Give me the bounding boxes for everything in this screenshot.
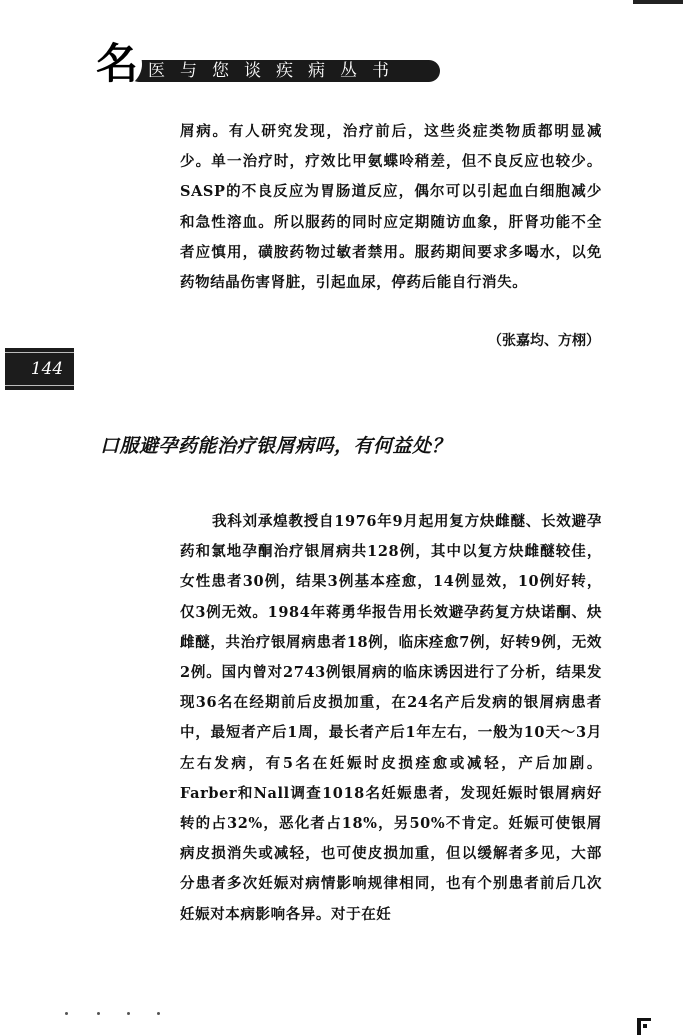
scan-dots [65, 1012, 165, 1020]
corner-mark-icon [637, 1018, 653, 1035]
top-edge-rule [633, 0, 683, 4]
question-heading: 口服避孕药能治疗银屑病吗，有何益处？ [100, 435, 452, 457]
previous-section-paragraph: 屑病。有人研究发现，治疗前后，这些炎症类物质都明显减少。单一治疗时，疗效比甲氨蝶呤稍差，但不良反应也较少。SASP的不良反应为胃肠道反应，偶尔可以引起血白细胞减少和急性溶血。所以服药的同时应定期随访血象，肝肾功能不全者应慎用，磺胺药物过敏者禁用。服药期间要求多喝水，以免药物结晶伤害肾脏，引起血尿，停药后能自行消失。 [180, 123, 602, 292]
page-number-tab [5, 348, 74, 390]
series-title: 医与您谈疾病丛书 [148, 61, 404, 81]
series-banner [92, 38, 444, 90]
author-credit: （张嘉均、方栩） [488, 333, 600, 349]
page-number: 144 [30, 359, 64, 379]
answer-paragraph: 我科刘承煌教授自1976年9月起用复方炔雌醚、长效避孕药和氯地孕酮治疗银屑病共128例，其中以复方炔雌醚较佳，女性患者30例，结果3例基本痊愈，14例显效，10例好转，仅3例无效。1984年蒋勇华报告用长效避孕药复方炔诺酮、炔雌醚，共治疗银屑病患者18例，临床痊愈7例，好转9例，无效2例。国内曾对2743例银屑病的临床诱因进行了分析，结果发现36名在经期前后皮损加重，在24名产后发病的银屑病患者中，最短者产后1周，最长者产后1年左右，一般为10天～3月左右发病，有5名在妊娠时皮损痊愈或减轻，产后加剧。Farber和Nall调查1018名妊娠患者，发现妊娠时银屑病好转的占32%，恶化者占18%，另50%不肯定。妊娠可使银屑病皮损消失或减轻，也可使皮损加重，但以缓解者多见，大部分患者多次妊娠对病情影响规律相同，也有个别患者前后几次妊娠对本病影响各异。对于在妊 [180, 513, 602, 923]
series-big-char: 名 [92, 40, 142, 88]
